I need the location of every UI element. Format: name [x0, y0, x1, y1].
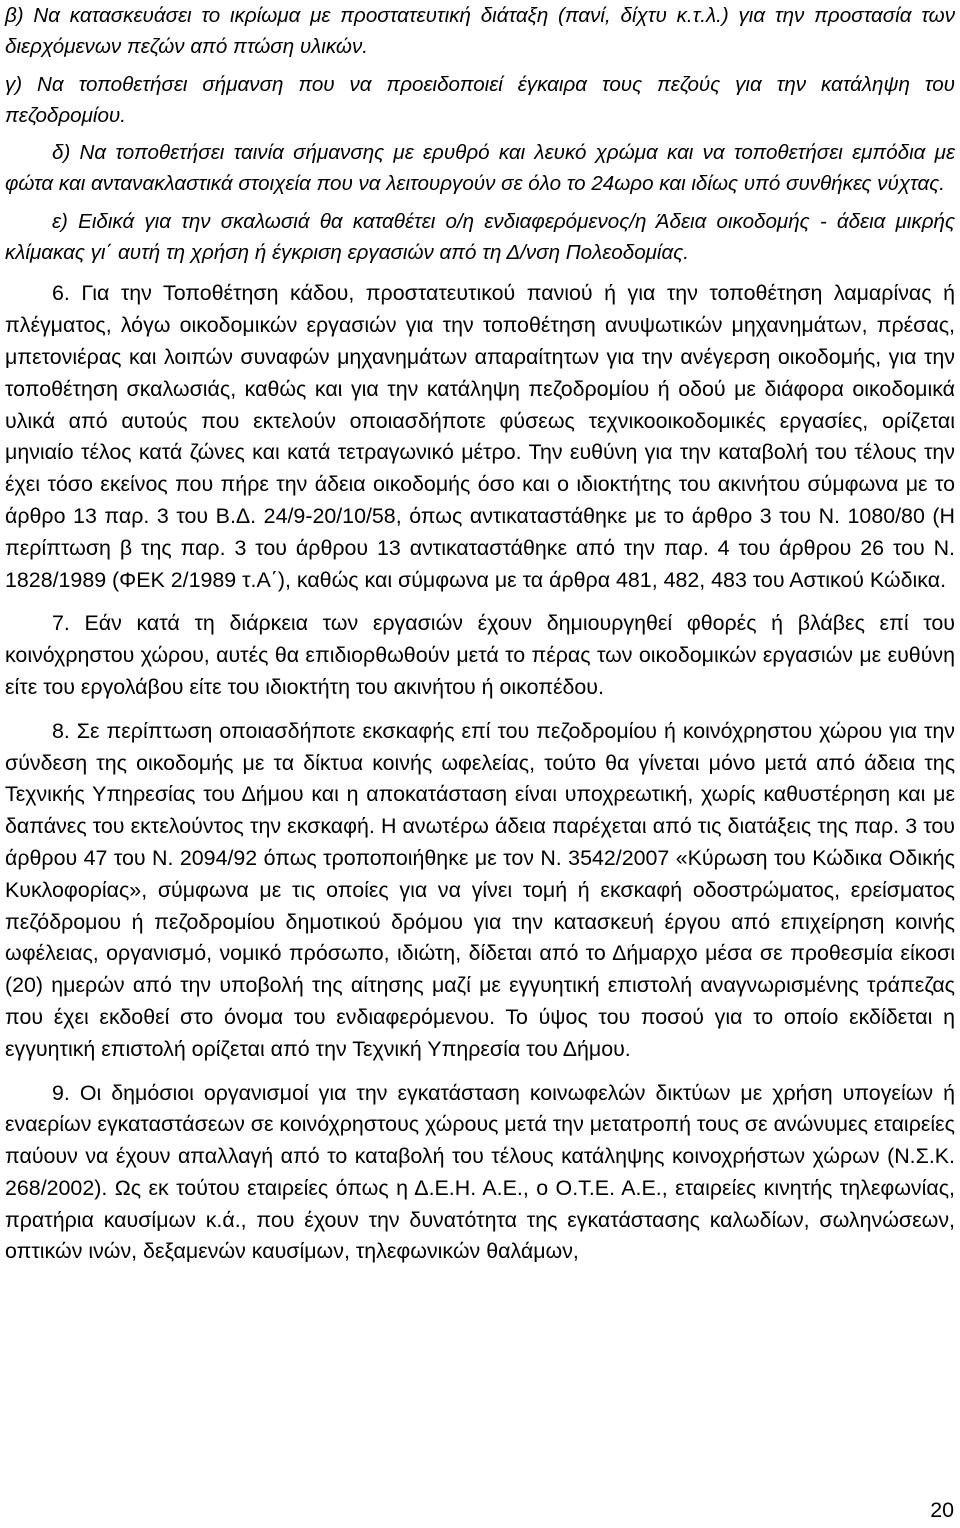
paragraph-7-damage-repair: 7. Εάν κατά τη διάρκεια των εργασιών έχουν δημιουργηθεί φθορές ή βλάβες επί του κοινόχρηστου χώρου, αυτές θα επιδιορθωθούν μετά το πέρας των οικοδομικών εργασιών με ευθύνη είτε του εργολάβου είτε του ιδιοκτήτη του ακινήτου ή οικοπέδου.	[5, 611, 955, 699]
paragraph-8-excavation-permit: 8. Σε περίπτωση οποιασδήποτε εκσκαφής επί του πεζοδρομίου ή κοινόχρηστου χώρου για την σύνδεση της οικοδομής με τα δίκτυα κοινής ωφελείας, τούτο θα γίνεται μόνο μετά από άδεια της Τεχνικής Υπηρεσίας του Δήμου και η αποκατάσταση είναι υποχρεωτική, χωρίς καθυστέρηση και με δαπάνες του εκτελούντος την εκσκαφή. Η ανωτέρω άδεια παρέχεται από τις διατάξεις της παρ. 3 του άρθρου 47 του Ν. 2094/92 όπως τροποποιήθηκε με τον Ν. 3542/2007 «Κύρωση του Κώδικα Οδικής Κυκλοφορίας», σύμφωνα με τις οποίες για να γίνει τομή ή εκσκαφή οδοστρώματος, ερείσματος πεζόδρομου ή πεζοδρομίου δημοτικού δρόμου για την κατασκευή έργου από επιχείρηση κοινής ωφέλειας, οργανισμό, νομικό πρόσωπο, ιδιώτη, δίδεται από το Δήμαρχο μέσα σε προθεσμία είκοσι (20) ημερών από την υποβολή της αίτησης μαζί με εγγυητική επιστολή αναγνωρισμένης τράπεζας που έχει εκδοθεί στο όνομα του ενδιαφερόμενου. Το ύψος του ποσού για το οποίο εκδίδεται η εγγυητική επιστολή ορίζεται από την Τεχνική Υπηρεσία του Δήμου.	[5, 718, 955, 1061]
paragraph-9-public-utilities: 9. Οι δημόσιοι οργανισμοί για την εγκατάσταση κοινωφελών δικτύων με χρήση υπογείων ή εναερίων εγκαταστάσεων σε κοινόχρηστους χώρους μετά την μετατροπή τους σε ανώνυμες εταιρείες παύουν να έχουν απαλλαγή από το καταβολή του τέλους κατάληψης κοινοχρήστων χώρων (Ν.Σ.Κ. 268/2002). Ως εκ τούτου εταιρείες όπως η Δ.Ε.Η. Α.Ε., ο Ο.Τ.Ε. Α.Ε., εταιρείες κινητής τηλεφωνίας, πρατήρια καυσίμων κ.ά., που έχουν την δυνατότητα της εγκατάστασης καλωδίων, σωληνώσεων, οπτικών ινών, δεξαμενών καυσίμων, τηλεφωνικών θαλάμων,	[5, 1080, 955, 1264]
document-page	[5, 0, 955, 1268]
paragraph-epsilon-scaffold-permit: ε) Ειδικά για την σκαλωσιά θα καταθέτει ο/η ενδιαφερόμενος/η Άδεια οικοδομής - άδεια μικρής κλίμακας γι΄ αυτή τη χρήση ή έγκριση εργασιών από τη Δ/νση Πολεοδομίας.	[5, 209, 955, 265]
paragraph-beta-scaffolding-protection: β) Να κατασκευάσει το ικρίωμα με προστατευτική διάταξη (πανί, δίχτυ κ.τ.λ.) για την προστασία των διερχόμενων πεζών από πτώση υλικών.	[5, 4, 955, 59]
paragraph-delta-tape-and-barriers: δ) Να τοποθετήσει ταινία σήμανσης με ερυθρό και λευκό χρώμα και να τοποθετήσει εμπόδια με φώτα και αντανακλαστικά στοιχεία που να λειτουργούν σε όλο το 24ωρο και ιδίως υπό συνθήκες νύχτας.	[5, 141, 955, 196]
paragraph-6-occupancy-fee: 6. Για την Τοποθέτηση κάδου, προστατευτικού πανιού ή για την τοποθέτηση λαμαρίνας ή πλέγματος, λόγω οικοδομικών εργασιών για την τοποθέτηση ανυψωτικών μηχανημάτων, πρέσας, μπετονιέρας και λοιπών συναφών μηχανημάτων απαραίτητων για την ανέγερση οικοδομής, για την τοποθέτηση σκαλωσιάς, καθώς και για την κατάληψη πεζοδρομίου ή οδού με διάφορα οικοδομικά υλικά από αυτούς που εκτελούν οποιασδήποτε φύσεως τεχνικοοικοδομικές εργασίες, ορίζεται μηνιαίο τέλος κατά ζώνες και κατά τετραγωνικό μέτρο. Την ευθύνη για την καταβολή του τέλους την έχει τόσο εκείνος που πήρε την άδεια οικοδομής όσο και ο ιδιοκτήτης του ακινήτου σύμφωνα με το άρθρο 13 παρ. 3 του Β.Δ. 24/9-20/10/58, όπως αντικαταστάθηκε με το άρθρο 3 του Ν. 1080/80 (Η περίπτωση β της παρ. 3 του άρθρου 13 αντικαταστάθηκε από την παρ. 4 του άρθρου 26 του Ν. 1828/1989 (ΦΕΚ 2/1989 τ.Α΄), καθώς και σύμφωνα με τα άρθρα 481, 482, 483 του Αστικού Κώδικα.	[5, 281, 955, 592]
paragraph-gamma-warning-signage: γ) Να τοποθετήσει σήμανση που να προειδοποιεί έγκαιρα τους πεζούς για την κατάληψη του πεζοδρομίου.	[5, 72, 955, 127]
page-number: 20	[930, 1498, 954, 1522]
